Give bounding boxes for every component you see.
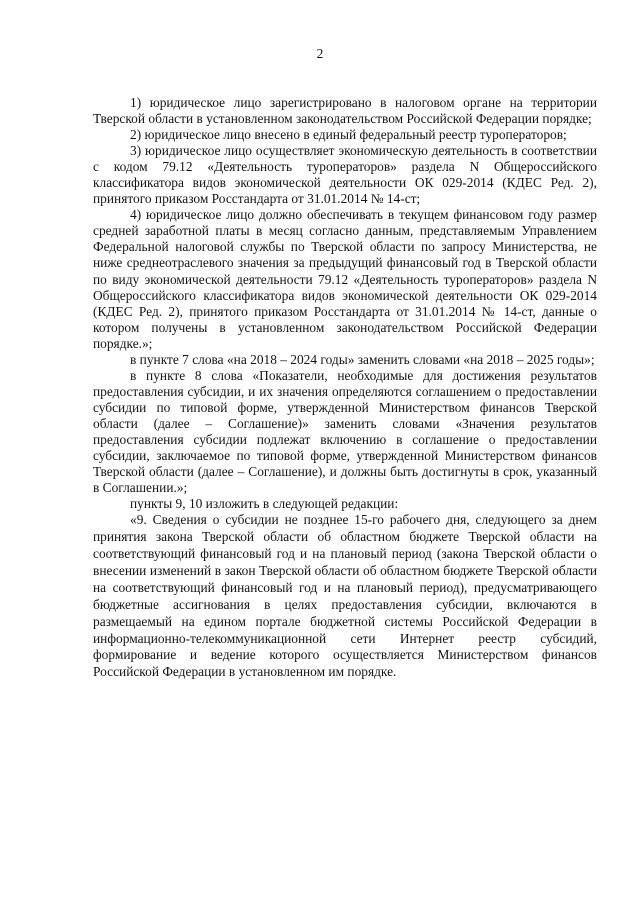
paragraph-item-4: 4) юридическое лицо должно обеспечивать в текущем финансовом году размер средней заработной платы в месяц согласно данным, представляемым Управлением Федеральной налоговой службы по Тверской области по запросу Министерства, не ниже среднеотраслевого значения за предыдущий финансовый год в Тверской области по виду экономической деятельности 79.12 «Деятельность туроператоров» раздела N Общероссийского классификатора видов экономической деятельности ОК 029-2014 (КДЕС Ред. 2), принятого приказом Росстандарта от 31.01.2014 № 14-ст, данные о котором получены в установленном законодательством Российской Федерации порядке.»; [93,207,597,351]
paragraph-item-1: 1) юридическое лицо зарегистрировано в налоговом органе на территории Тверской области в установленном законодательством Российской Федерации порядке; [93,95,597,127]
paragraph-point-7-amendment: в пункте 7 слова «на 2018 – 2024 годы» заменить словами «на 2018 – 2025 годы»; [130,351,595,367]
page-number: 2 [316,46,324,61]
paragraph-points-9-10-intro: пункты 9, 10 изложить в следующей редакции: [130,496,399,512]
paragraph-item-2: 2) юридическое лицо внесено в единый федеральный реестр туроператоров; [130,127,567,143]
paragraph-point-8-amendment: в пункте 8 слова «Показатели, необходимые для достижения результатов предоставления субсидии, и их значения определяются соглашением о предоставлении субсидии по типовой форме, утвержденной Министерством финансов Тверской области (далее – Соглашение)» заменить словами «Значения результатов предоставления субсидии подлежат включению в соглашение о предоставлении субсидии, заключаемое по типовой форме, утвержденной Министерством финансов Тверской области (далее – Соглашение), и должны быть достигнуты в срок, указанный в Соглашении.»; [93,367,597,496]
paragraph-item-3: 3) юридическое лицо осуществляет экономическую деятельность в соответствии с кодом 79.12 «Деятельность туроператоров» раздела N Общероссийского классификатора видов экономической деятельности ОК 029-2014 (КДЕС Ред. 2), принятого приказом Росстандарта от 31.01.2014 № 14-ст; [93,143,597,207]
document-body [93,95,597,681]
paragraph-point-9-text: «9. Сведения о субсидии не позднее 15-го рабочего дня, следующего за днем принятия закона Тверской области об областном бюджете Тверской области на соответствующий финансовый год и на плановый период (закона Тверской области о внесении изменений в закон Тверской области об областном бюджете Тверской области на соответствующий финансовый год и на плановый период), предусматривающего бюджетные ассигнования в целях предоставления субсидии, включаются в размещаемый на едином портале бюджетной системы Российской Федерации в информационно-телекоммуникационной сети Интернет реестр субсидий, формирование и ведение которого осуществляется Министерством финансов Российской Федерации в установленном им порядке. [93,512,597,680]
